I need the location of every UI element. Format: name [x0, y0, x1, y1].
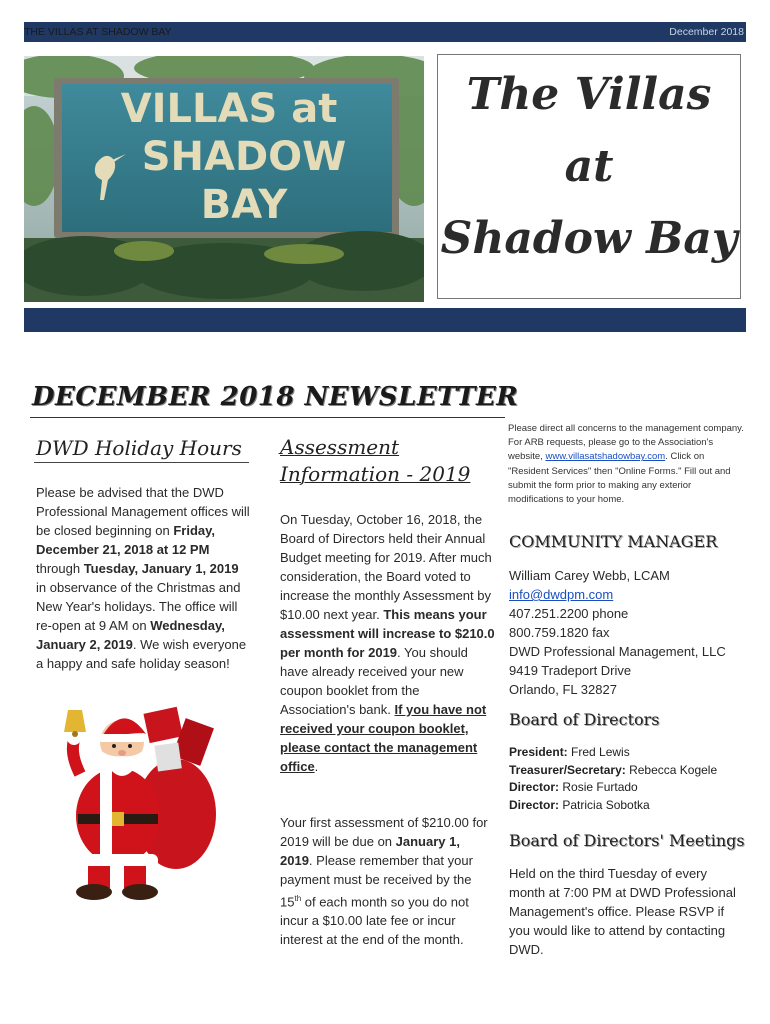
- entrance-sign-photo: [24, 56, 424, 302]
- header-bar: [24, 22, 746, 42]
- coupon-booklet-notice: If you have not received your coupon booklet, please contact the management office: [280, 702, 487, 774]
- board-heading: Board of Directors: [509, 710, 660, 729]
- board-member: Treasurer/Secretary: Rebecca Kogele: [509, 762, 718, 777]
- sign-text-2: SHADOW: [141, 134, 347, 180]
- sign-text-3: BAY: [200, 182, 288, 228]
- holiday-hours-text: Please be advised that the DWD Professional Management offices will be closed beginning on Friday, December 21, 2018 at 12 PM through Tuesday, January 1, 2019 in observance of the Christmas and New Year's holidays. The office will re-open at 9 AM on Wednesday, January 2, 2019. We wish everyone a happy and safe holiday season!: [36, 485, 250, 671]
- manager-fax: 800.759.1820 fax: [509, 625, 610, 640]
- masthead-title-line3: Shadow Bay: [440, 213, 738, 264]
- assessment-text: On Tuesday, October 16, 2018, the Board of Directors held their Annual Budget meeting for 2019. After much consideration, the Board voted to increase the monthly Assessment by $10.00 next year. This means your assessment will increase to $210.0 per month for 2019. You should have already received your new coupon booklet from the Association's bank. If you have not received your coupon booklet, please contact the management office.: [280, 512, 495, 774]
- masthead-title-line1: The Villas: [466, 69, 712, 120]
- masthead-divider-bar: [24, 308, 746, 332]
- board-meetings-text: Held on the third Tuesday of every month at 7:00 PM at DWD Professional Management's office. Please RSVP if you would like to attend by contacting DWD.: [509, 866, 736, 957]
- header-date: December 2018: [669, 26, 744, 38]
- assessment-heading: Assessment Information - 2019: [280, 435, 471, 486]
- board-member: Director: Patricia Sobotka: [509, 797, 650, 812]
- newsletter-title: DECEMBER 2018 NEWSLETTER: [32, 382, 519, 412]
- assessment-due-text: Your first assessment of $210.00 for 2019 will be due on January 1, 2019. Please remember that your payment must be received by the 15th of each month so you do not incur a $10.00 late fee or incur interest at the end of the month.: [280, 815, 488, 948]
- masthead-title-box: [437, 54, 741, 299]
- holiday-hours-heading: DWD Holiday Hours: [36, 436, 242, 460]
- community-manager-info: [509, 566, 749, 699]
- association-website-link[interactable]: www.villasatshadowbay.com: [545, 451, 666, 463]
- santa-illustration: [48, 704, 228, 902]
- manager-phone: 407.251.2200 phone: [509, 606, 629, 621]
- community-manager-heading: COMMUNITY MANAGER: [509, 532, 718, 551]
- arb-notice: Please direct all concerns to the management company. For ARB requests, please go to the Association's website, www.villasatshadowbay.com. Click on "Resident Services" then "Online Forms." Fill out and submit the form prior to making any exterior modifications to your home.: [508, 423, 744, 506]
- manager-street: 9419 Tradeport Drive: [509, 663, 632, 678]
- board-members-list: [509, 744, 749, 814]
- board-meetings-heading: Board of Directors' Meetings: [509, 831, 745, 850]
- newsletter-title-rule: [30, 417, 505, 418]
- holiday-heading-rule: [34, 462, 249, 463]
- manager-city: Orlando, FL 32827: [509, 682, 617, 697]
- board-member: President: Fred Lewis: [509, 745, 630, 759]
- sign-text-1: VILLAS at: [120, 86, 338, 132]
- manager-company: DWD Professional Management, LLC: [509, 644, 726, 659]
- manager-name: William Carey Webb, LCAM: [509, 568, 670, 583]
- manager-email-link[interactable]: info@dwdpm.com: [509, 587, 614, 602]
- masthead-title-line2: at: [564, 141, 614, 192]
- header-title: THE VILLAS AT SHADOW BAY: [24, 26, 172, 38]
- board-member: Director: Rosie Furtado: [509, 780, 638, 794]
